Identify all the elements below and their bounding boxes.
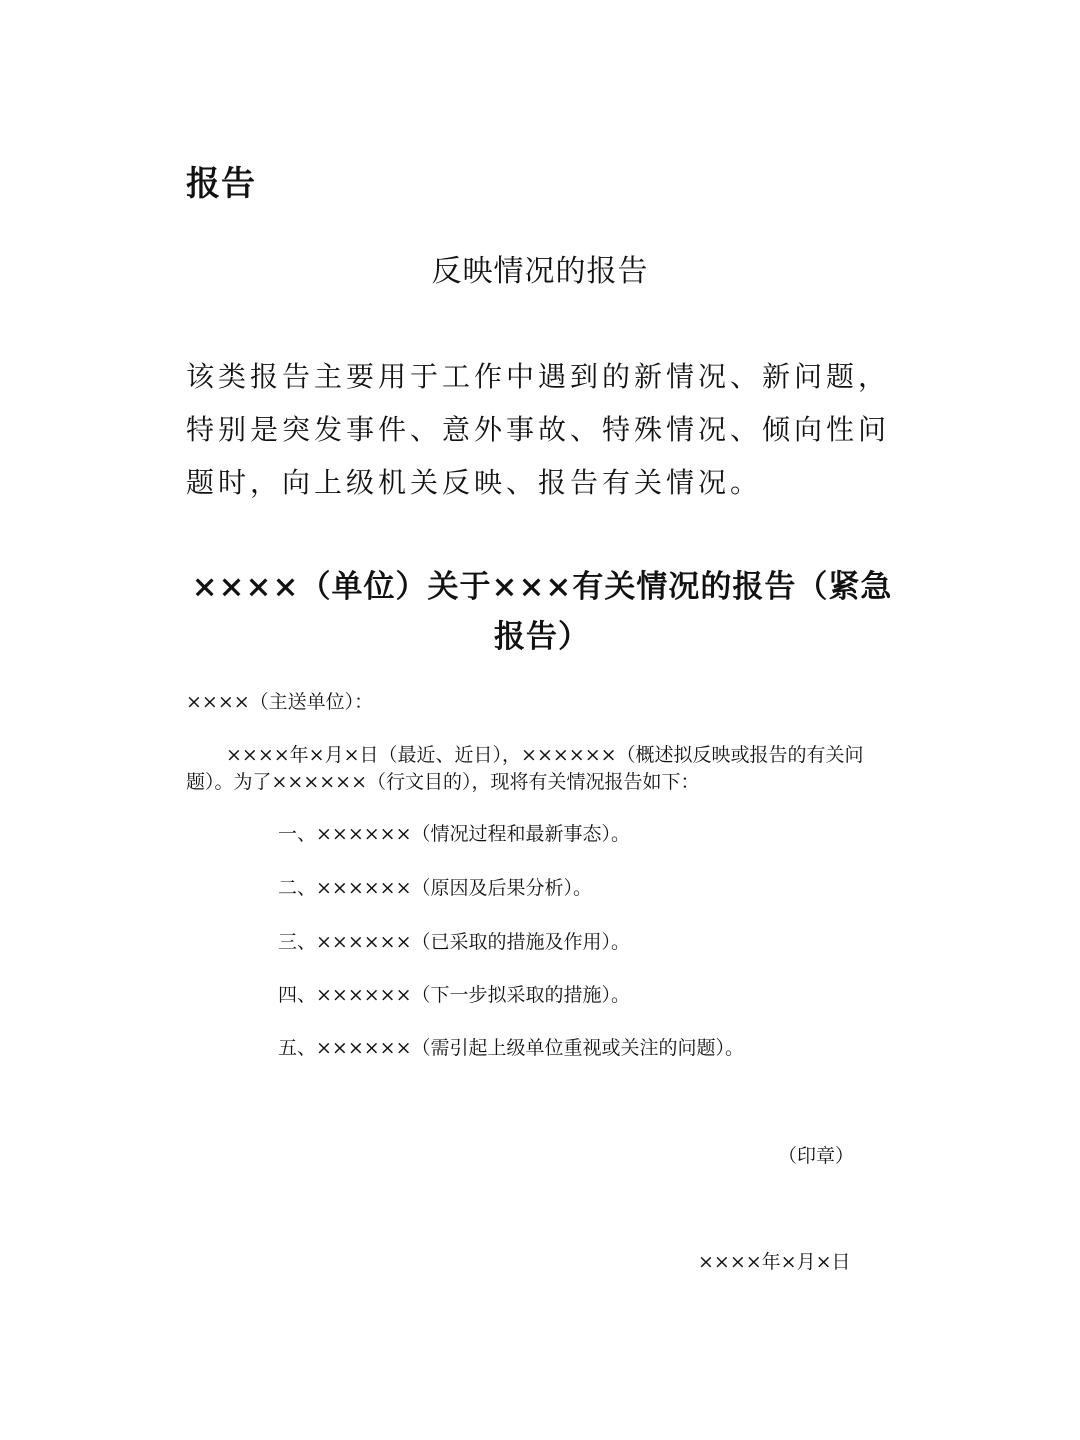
list-item: 二、××××××（原因及后果分析）。 (278, 877, 593, 899)
document-title (186, 562, 898, 662)
intro-paragraph: 该类报告主要用于工作中遇到的新情况、新问题，特别是突发事件、意外事故、特殊情况、倾向性问题时，向上级机关反映、报告有关情况。 (186, 360, 891, 499)
list-item: 五、××××××（需引起上级单位重视或关注的问题）。 (278, 1037, 745, 1059)
list-item: 一、××××××（情况过程和最新事态）。 (278, 823, 631, 845)
list-item: 四、××××××（下一步拟采取的措施）。 (278, 984, 631, 1006)
document-title-line-2: 报告） (494, 619, 590, 655)
body-paragraph: ××××年×月×日（最近、近日），××××××（概述拟反映或报告的有关问题）。为了××××××（行文目的），现将有关情况报告如下： (186, 744, 864, 793)
section-heading: 报告 (186, 164, 256, 204)
list-item: 三、××××××（已采取的措施及作用）。 (278, 931, 631, 953)
document-title-line-1: ××××（单位）关于×××有关情况的报告（紧急 (191, 569, 893, 605)
seal-placeholder: （印章） (778, 1145, 855, 1167)
recipient-line: ××××（主送单位）： (186, 691, 374, 713)
signature-date: ××××年×月×日 (698, 1251, 851, 1273)
section-subheading: 反映情况的报告 (431, 254, 649, 289)
